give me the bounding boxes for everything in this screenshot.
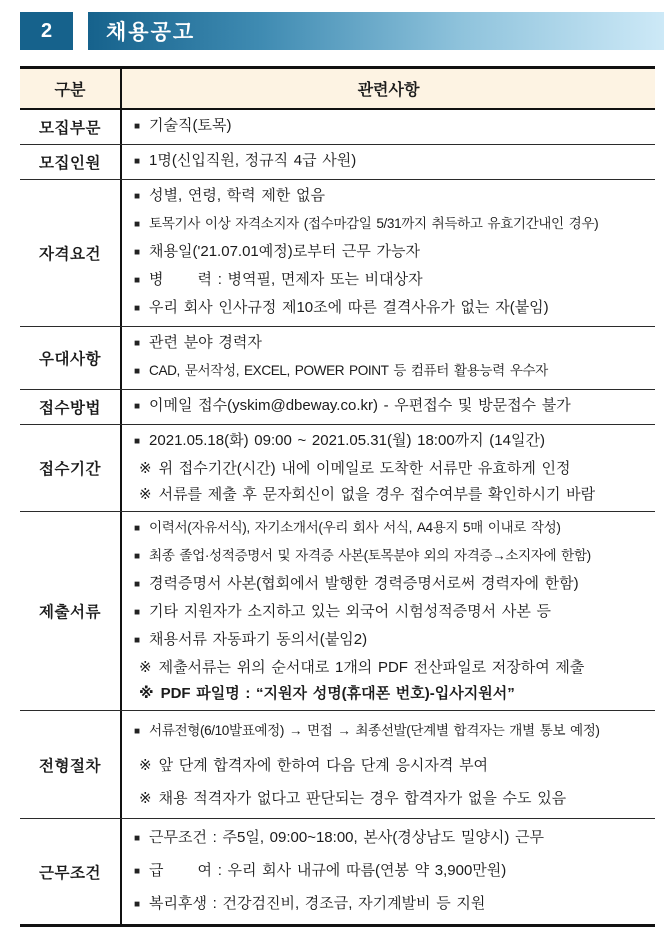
detail-line: [134, 148, 655, 176]
square-bullet-icon: ■: [134, 866, 141, 877]
detail-text: 우리 회사 인사규정 제10조에 따른 결격사유가 없는 자(붙임): [149, 299, 549, 316]
table-row: [20, 327, 655, 390]
detail-line: [134, 428, 655, 456]
detail-text: 성별, 연령, 학력 제한 없음: [149, 187, 325, 204]
row-label: 자격요건: [20, 180, 122, 326]
square-bullet-icon: ■: [134, 338, 141, 349]
square-bullet-icon: ■: [134, 726, 141, 737]
row-label: 모집인원: [20, 145, 122, 179]
detail-line: [134, 239, 655, 267]
detail-line: [134, 358, 655, 386]
detail-line: [134, 113, 655, 141]
detail-text: 이메일 접수(yskim@dbeway.co.kr) - 우편접수 및 방문접수 불가: [149, 397, 571, 414]
detail-line: [134, 295, 655, 323]
row-label: 전형절차: [20, 711, 122, 818]
detail-text: 경력증명서 사본(협회에서 발행한 경력증명서로써 경력자에 한함): [149, 575, 579, 592]
row-label: 근무조건: [20, 819, 122, 924]
square-bullet-icon: ■: [134, 303, 141, 314]
detail-line: [134, 543, 655, 571]
section-number-badge: 2: [20, 12, 73, 50]
square-bullet-icon: ■: [134, 191, 141, 202]
table-row: [20, 145, 655, 180]
square-bullet-icon: ■: [134, 247, 141, 258]
square-bullet-icon: ■: [134, 635, 141, 646]
page-title: 채용공고: [106, 21, 196, 44]
detail-line: [134, 627, 655, 655]
detail-text: 이력서(자유서식), 자기소개서(우리 회사 서식, A4용지 5매 이내로 작성): [149, 520, 561, 535]
square-bullet-icon: ■: [134, 121, 141, 132]
row-details: [122, 425, 655, 511]
table-row: [20, 180, 655, 327]
square-bullet-icon: ■: [134, 401, 141, 412]
detail-line: [134, 681, 655, 707]
detail-line: [134, 749, 655, 782]
reference-mark-icon: ※: [139, 685, 154, 702]
row-details: [122, 110, 655, 144]
square-bullet-icon: ■: [134, 366, 141, 377]
table-row: [20, 110, 655, 145]
table-body: [20, 110, 655, 924]
detail-line: [134, 183, 655, 211]
row-details: [122, 512, 655, 710]
detail-text: PDF 파일명 : “지원자 성명(휴대폰 번호)-입사지원서”: [160, 685, 515, 702]
detail-text: 위 접수기간(시간) 내에 이메일로 도착한 서류만 유효하게 인정: [158, 460, 571, 477]
detail-line: [134, 888, 655, 921]
detail-line: [134, 330, 655, 358]
row-label: 제출서류: [20, 512, 122, 710]
square-bullet-icon: ■: [134, 275, 141, 286]
detail-text: 최종 졸업·성적증명서 및 자격증 사본(토목분야 외의 자격증→소지자에 한함): [149, 548, 591, 563]
detail-line: [134, 782, 655, 815]
detail-line: [134, 655, 655, 681]
table-row: [20, 390, 655, 425]
title-bar: [88, 12, 664, 50]
detail-text: 근무조건 : 주5일, 09:00~18:00, 본사(경상남도 밀양시) 근무: [149, 829, 545, 846]
reference-mark-icon: ※: [139, 659, 152, 676]
detail-line: [134, 571, 655, 599]
reference-mark-icon: ※: [139, 757, 152, 774]
detail-text: 급 여 : 우리 회사 내규에 따름(연봉 약 3,900만원): [149, 862, 507, 879]
square-bullet-icon: ■: [134, 436, 141, 447]
square-bullet-icon: ■: [134, 579, 141, 590]
row-details: [122, 819, 655, 924]
row-label: 모집부문: [20, 110, 122, 144]
detail-text: 병 력 : 병역필, 면제자 또는 비대상자: [149, 271, 423, 288]
detail-line: [134, 393, 655, 421]
column-header-details: 관련사항: [357, 82, 420, 99]
column-header-category: 구분: [20, 69, 122, 108]
reference-mark-icon: ※: [139, 486, 152, 503]
table-header-row: [20, 69, 655, 110]
square-bullet-icon: ■: [134, 219, 141, 230]
detail-text: 채용서류 자동파기 동의서(붙임2): [149, 631, 368, 648]
square-bullet-icon: ■: [134, 899, 141, 910]
row-details: [122, 327, 655, 389]
row-label: 우대사항: [20, 327, 122, 389]
reference-mark-icon: ※: [139, 790, 152, 807]
reference-mark-icon: ※: [139, 460, 152, 477]
square-bullet-icon: ■: [134, 833, 141, 844]
detail-text: 복리후생 : 건강검진비, 경조금, 자기계발비 등 지원: [149, 895, 486, 912]
detail-text: 채용일('21.07.01예정)로부터 근무 가능자: [149, 243, 420, 260]
detail-line: [134, 267, 655, 295]
detail-text: 제출서류는 위의 순서대로 1개의 PDF 전산파일로 저장하여 제출: [158, 659, 585, 676]
detail-text: 기타 지원자가 소지하고 있는 외국어 시험성적증명서 사본 등: [149, 603, 551, 620]
detail-text: 1명(신입직원, 정규직 4급 사원): [149, 152, 357, 169]
table-row: [20, 512, 655, 711]
detail-line: [134, 515, 655, 543]
detail-text: CAD, 문서작성, EXCEL, POWER POINT 등 컴퓨터 활용능력 우수자: [149, 363, 548, 378]
detail-text: 채용 적격자가 없다고 판단되는 경우 합격자가 없을 수도 있음: [158, 790, 567, 807]
detail-line: [134, 211, 655, 239]
detail-text: 기술직(토목): [149, 117, 232, 134]
row-details: [122, 145, 655, 179]
detail-text: 서류전형(6/10발표예정) → 면접 → 최종선발(단계별 합격자는 개별 통보 예정): [149, 723, 600, 738]
detail-text: 서류를 제출 후 문자회신이 없을 경우 접수여부를 확인하시기 바람: [158, 486, 596, 503]
table-row: [20, 425, 655, 512]
detail-line: [134, 482, 655, 508]
row-details: [122, 180, 655, 326]
row-details: [122, 390, 655, 424]
detail-text: 앞 단계 합격자에 한하여 다음 단계 응시자격 부여: [158, 757, 489, 774]
detail-line: [134, 714, 655, 749]
square-bullet-icon: ■: [134, 156, 141, 167]
square-bullet-icon: ■: [134, 523, 141, 534]
row-details: [122, 711, 655, 818]
detail-line: [134, 599, 655, 627]
square-bullet-icon: ■: [134, 607, 141, 618]
row-label: 접수기간: [20, 425, 122, 511]
detail-text: 토목기사 이상 자격소지자 (접수마감일 5/31까지 취득하고 유효기간내인 경우): [149, 216, 599, 231]
detail-line: [134, 822, 655, 855]
square-bullet-icon: ■: [134, 551, 141, 562]
detail-text: 2021.05.18(화) 09:00 ~ 2021.05.31(월) 18:00까지 (14일간): [149, 432, 545, 449]
table-row: [20, 819, 655, 924]
detail-line: [134, 855, 655, 888]
table-row: [20, 711, 655, 819]
detail-line: [134, 456, 655, 482]
recruitment-table: [20, 66, 655, 927]
detail-text: 관련 분야 경력자: [149, 334, 262, 351]
row-label: 접수방법: [20, 390, 122, 424]
section-header: [20, 12, 664, 50]
